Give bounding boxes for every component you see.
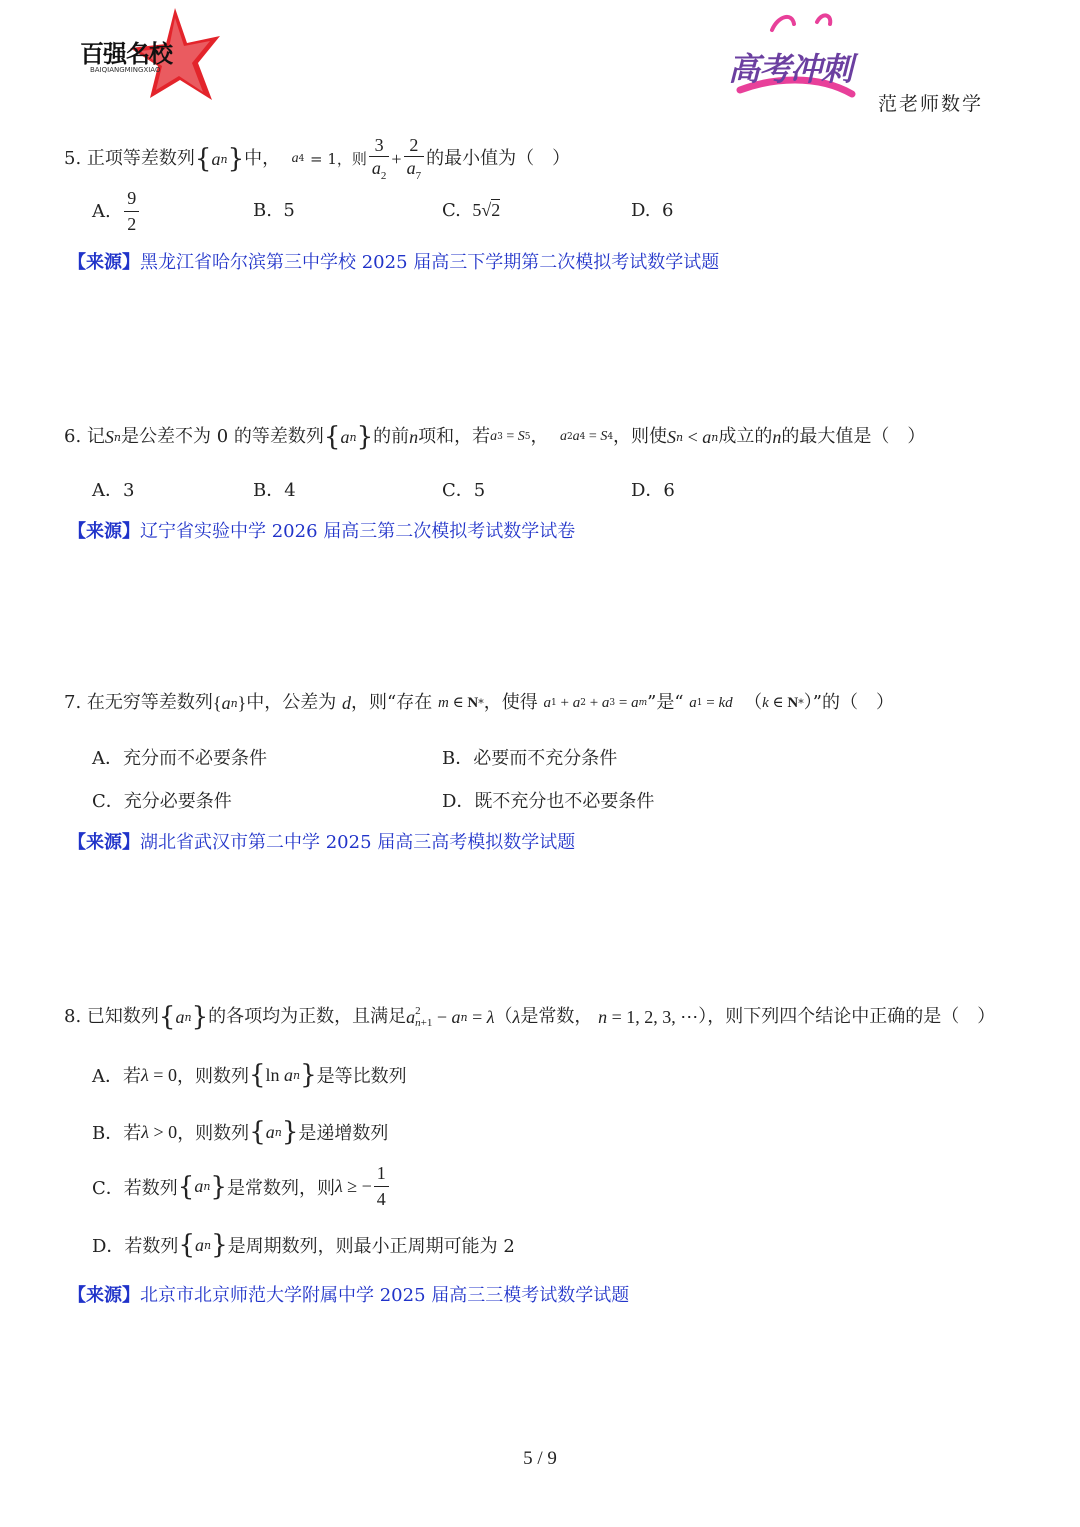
question-number: 7. (64, 692, 82, 713)
page-number: 5 / 9 (523, 1448, 557, 1469)
source-5 (68, 248, 719, 274)
source-text: 辽宁省实验中学 2026 届高三第二次模拟考试数学试卷 (140, 521, 576, 542)
option-a[interactable]: A．3 (92, 480, 135, 501)
source-tag: 【来源】 (68, 1285, 140, 1306)
source-tag: 【来源】 (68, 252, 140, 273)
question-number: 8. (64, 1006, 82, 1027)
option-text: ，则数列 (177, 1123, 250, 1144)
question-text: 的最大值是（ ） (781, 426, 926, 447)
option-label: C. (442, 200, 461, 221)
option-d[interactable]: D．既不充分也不必要条件 (442, 791, 655, 812)
question-text: 的最小值为（ ） (426, 148, 571, 169)
option-text: ，则数列 (176, 1066, 249, 1087)
option-a[interactable] (92, 188, 141, 235)
question-number: 6. (64, 426, 82, 447)
logo-text: 百强名校 (80, 40, 172, 68)
option-c[interactable]: C．5 (442, 480, 486, 501)
question-text: 中， (244, 148, 281, 169)
option-text: B．若 (92, 1123, 142, 1144)
option-b[interactable] (253, 200, 295, 221)
question-number: 5. (64, 148, 82, 169)
question-text: ，则使 (613, 426, 668, 447)
question-7: 7. 在无穷等差数列 { a n } 中，公差为 d ，则“存在 m ∈ N * ，使得 a 1 + a 2 + a 3 = a m ”是“ a 1 = kd （ k ∈ N * ）”的（ ） (64, 692, 894, 713)
option-label: D. (631, 200, 651, 221)
question-text: ”是“ (647, 692, 684, 713)
question-text: ）”的（ ） (803, 692, 894, 713)
question-text: ），则下列四个结论中正确的是（ ） (698, 1006, 996, 1027)
option-label: B. (253, 200, 272, 221)
question-text: 是公差不为 0 的等差数列 (121, 426, 324, 447)
option-a[interactable]: A．若 λ = 0 ，则数列 { ln a n } 是等比数列 (92, 1060, 407, 1090)
option-d[interactable] (631, 200, 673, 221)
option-label: A. (92, 201, 111, 222)
option-c[interactable]: C．若数列 { a n } 是常数列，则 λ ≥ − $\frac{1}{4}$ (92, 1163, 391, 1210)
question-text: 项和，若 (418, 426, 491, 447)
option-text: D．若数列 (92, 1236, 179, 1257)
option-text: 是等比数列 (316, 1066, 407, 1087)
question-text: 是常数， (520, 1006, 593, 1027)
option-c[interactable]: C. 5√2 (442, 200, 501, 221)
source-text: 北京市北京师范大学附属中学 2025 届高三三模考试数学试题 (140, 1285, 630, 1306)
right-logo (722, 8, 872, 103)
question-text: = 1，则 (310, 149, 367, 168)
question-text: 在无穷等差数列 (86, 692, 213, 713)
question-text: 中，公差为 (246, 692, 337, 713)
source-text: 黑龙江省哈尔滨第三中学校 2025 届高三下学期第二次模拟考试数学试题 (140, 252, 720, 273)
radicand: 2 (491, 200, 501, 220)
option-b[interactable]: B．必要而不充分条件 (442, 748, 618, 769)
question-text: ，使得 (483, 692, 538, 713)
fraction-numerator: 9 (127, 188, 137, 208)
option-value: 5 (283, 200, 295, 221)
source-8 (68, 1281, 629, 1307)
question-text: 的各项均为正数，且满足 (208, 1006, 407, 1027)
question-8: 8. 已知数列 { a n } 的各项均为正数，且满足 a 2 n+1 − a n = λ （ λ 是常数， n = 1, 2, 3, ⋯ ），则下列四个结论中正确的是（ ） (64, 1002, 996, 1032)
source-6 (68, 517, 575, 543)
option-d[interactable]: D．6 (631, 480, 675, 501)
logo-subtext: BAIQIANGMINGXIAO (90, 66, 161, 74)
question-text: ，则“存在 (351, 692, 433, 713)
option-a[interactable]: A．充分而不必要条件 (92, 748, 267, 769)
question-text: ， (530, 426, 549, 447)
option-text: A．若 (92, 1066, 141, 1087)
question-text: （ (744, 692, 763, 713)
logo-text-right: 高考冲刺 (728, 50, 853, 88)
question-6: 6. 记 S n 是公差不为 0 的等差数列 { a n } 的前 n 项和，若 a 3 = S 5 ， a 2 a 4 = S 4 ，则使 S n < a n 成立的 n 的最大值是（ ） (64, 422, 926, 452)
question-text: 正项等差数列 (86, 148, 195, 169)
question-5: 5. 正项等差数列 { a n } 中， a 4 = 1，则 $\frac{3}{a_2}$ + $\frac{2}{a_7}$ 的最小值为（ ） (64, 135, 571, 182)
teacher-name: 范老师数学 (878, 93, 984, 115)
left-logo (72, 8, 222, 103)
option-value: 5 (472, 200, 482, 220)
option-b[interactable]: B．4 (253, 480, 296, 501)
option-d[interactable]: D．若数列 { a n } 是周期数列，则最小正周期可能为 2 (92, 1230, 515, 1260)
question-text: 已知数列 (86, 1006, 159, 1027)
option-text: 是递增数列 (298, 1123, 389, 1144)
fraction-denominator: 2 (124, 211, 139, 235)
option-text: C．若数列 (92, 1177, 178, 1199)
question-text: （ (494, 1006, 513, 1027)
option-value: 6 (661, 200, 674, 221)
question-text: 记 (86, 426, 105, 447)
source-tag: 【来源】 (68, 521, 140, 542)
source-tag: 【来源】 (68, 832, 140, 853)
question-text: 成立的 (718, 426, 773, 447)
source-text: 湖北省武汉市第二中学 2025 届高三高考模拟数学试题 (140, 832, 576, 853)
source-7 (68, 828, 575, 854)
option-b[interactable]: B．若 λ > 0 ，则数列 { a n } 是递增数列 (92, 1117, 389, 1147)
option-text: 是常数列，则 (226, 1177, 335, 1199)
question-text: 的前 (373, 426, 410, 447)
option-c[interactable]: C．充分必要条件 (92, 791, 232, 812)
option-text: 是周期数列，则最小正周期可能为 2 (227, 1236, 515, 1257)
